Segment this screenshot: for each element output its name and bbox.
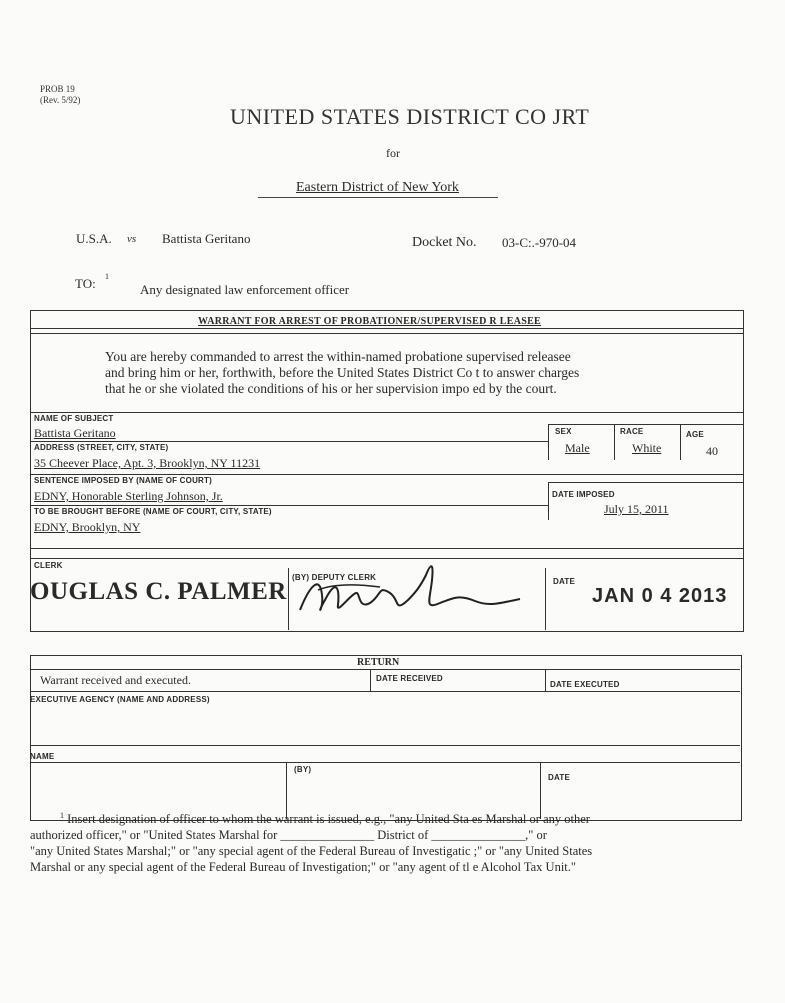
clerk-date-label: DATE (553, 577, 575, 586)
brought-before-label: TO BE BROUGHT BEFORE (NAME OF COURT, CITY, STATE) (34, 507, 272, 516)
footnote-line-1: Insert designation of officer to whom the warrant is issued, e.g., "any United Sta es Marshal or any other (67, 812, 590, 827)
divider (370, 669, 371, 691)
return-title: RETURN (357, 657, 400, 668)
divider (680, 424, 681, 460)
divider (548, 482, 743, 483)
date-received-label: DATE RECEIVED (376, 674, 443, 683)
command-line: and bring him or her, forthwith, before the United States District Co t to answer charges (105, 365, 580, 380)
divider (30, 474, 743, 475)
sentence-label: SENTENCE IMPOSED BY (NAME OF COURT) (34, 476, 212, 485)
age-value: 40 (706, 444, 718, 458)
court-district: Eastern District of New York (296, 180, 459, 195)
signature-stroke (300, 566, 520, 610)
divider (30, 669, 740, 670)
footnote-line-4: Marshal or any special agent of the Federal Bureau of Investigation;" or "any agent of tl e Alcohol Tax Unit." (30, 860, 576, 875)
date-imposed-label: DATE IMPOSED (552, 490, 615, 499)
docket-number: 03-C:.-970-04 (502, 235, 577, 250)
subject-address: 35 Cheever Place, Apt. 3, Brooklyn, NY 11231 (34, 456, 261, 470)
return-name-label: NAME (30, 752, 55, 761)
return-by-label: (BY) (294, 765, 312, 774)
sex-value: Male (565, 441, 590, 455)
divider (548, 424, 549, 460)
addressee-footnote-mark: 1 (105, 272, 109, 281)
signature-stroke (318, 585, 380, 590)
divider (614, 424, 615, 460)
divider (30, 441, 548, 442)
divider (30, 745, 740, 746)
divider (288, 568, 289, 630)
clerk-name: OUGLAS C. PALMER (30, 578, 287, 605)
agency-label: EXECUTIVE AGENCY (NAME AND ADDRESS) (30, 695, 210, 704)
subject-name: Battista Geritano (34, 426, 116, 440)
clerk-date-stamp: JAN 0 4 2013 (592, 585, 728, 607)
warrant-title: WARRANT FOR ARREST OF PROBATIONER/SUPERVISED R LEASEE (198, 316, 542, 327)
caption-usa: U.S.A. (76, 231, 112, 246)
subject-name-label: NAME OF SUBJECT (34, 414, 114, 423)
addressee-label: TO: (75, 276, 96, 291)
date-executed-label: DATE EXECUTED (550, 680, 620, 689)
warrant-command (105, 349, 675, 397)
divider (30, 412, 743, 413)
deputy-clerk-label: (BY) DEPUTY CLERK (292, 573, 377, 582)
court-name: UNITED STATES DISTRICT CO JRT (230, 104, 590, 129)
brought-before-value: EDNY, Brooklyn, NY (34, 520, 141, 534)
caption-defendant: Battista Geritano (162, 231, 251, 246)
race-label: RACE (620, 427, 644, 436)
docket-label: Docket No. (412, 235, 477, 250)
form-code (40, 84, 80, 106)
divider (545, 568, 546, 630)
footnote-line (30, 808, 592, 827)
district-underline (258, 197, 498, 198)
divider (548, 424, 743, 425)
divider (30, 333, 743, 334)
divider (30, 505, 548, 506)
command-line: that he or she violated the conditions of his or her supervision impo ed by the court. (105, 381, 557, 396)
age-label: AGE (686, 430, 704, 439)
address-label: ADDRESS (STREET, CITY, STATE) (34, 443, 169, 452)
form-code-revision: (Rev. 5/92) (40, 95, 81, 105)
form-code-number: PROB 19 (40, 84, 75, 94)
date-imposed-value: July 15, 2011 (604, 502, 669, 516)
court-for: for (386, 146, 400, 160)
divider (30, 548, 743, 549)
addressee-value: Any designated law enforcement officer (140, 282, 350, 297)
divider (545, 669, 546, 691)
divider (30, 328, 743, 329)
footnote (30, 808, 592, 875)
clerk-label: CLERK (34, 561, 63, 570)
command-line: You are hereby commanded to arrest the within-named probatione supervised releasee (105, 349, 571, 364)
footnote-line-3: "any United States Marshal;" or "any special agent of the Federal Bureau of Investigatic ;" or "any United States (30, 844, 593, 859)
caption-vs: vs (127, 233, 137, 245)
race-value: White (632, 441, 662, 455)
divider (30, 691, 740, 692)
divider (548, 482, 549, 520)
divider (30, 762, 740, 763)
footnote-line-2: authorized officer," or "United States Marshal for _______________ District of _______________," or (30, 828, 547, 843)
return-date-label: DATE (548, 773, 570, 782)
footnote-mark: 1 (60, 811, 64, 820)
return-received-text: Warrant received and executed. (40, 673, 191, 687)
sentence-court: EDNY, Honorable Sterling Johnson, Jr. (34, 489, 223, 503)
signature-image (290, 555, 530, 625)
sex-label: SEX (555, 427, 572, 436)
